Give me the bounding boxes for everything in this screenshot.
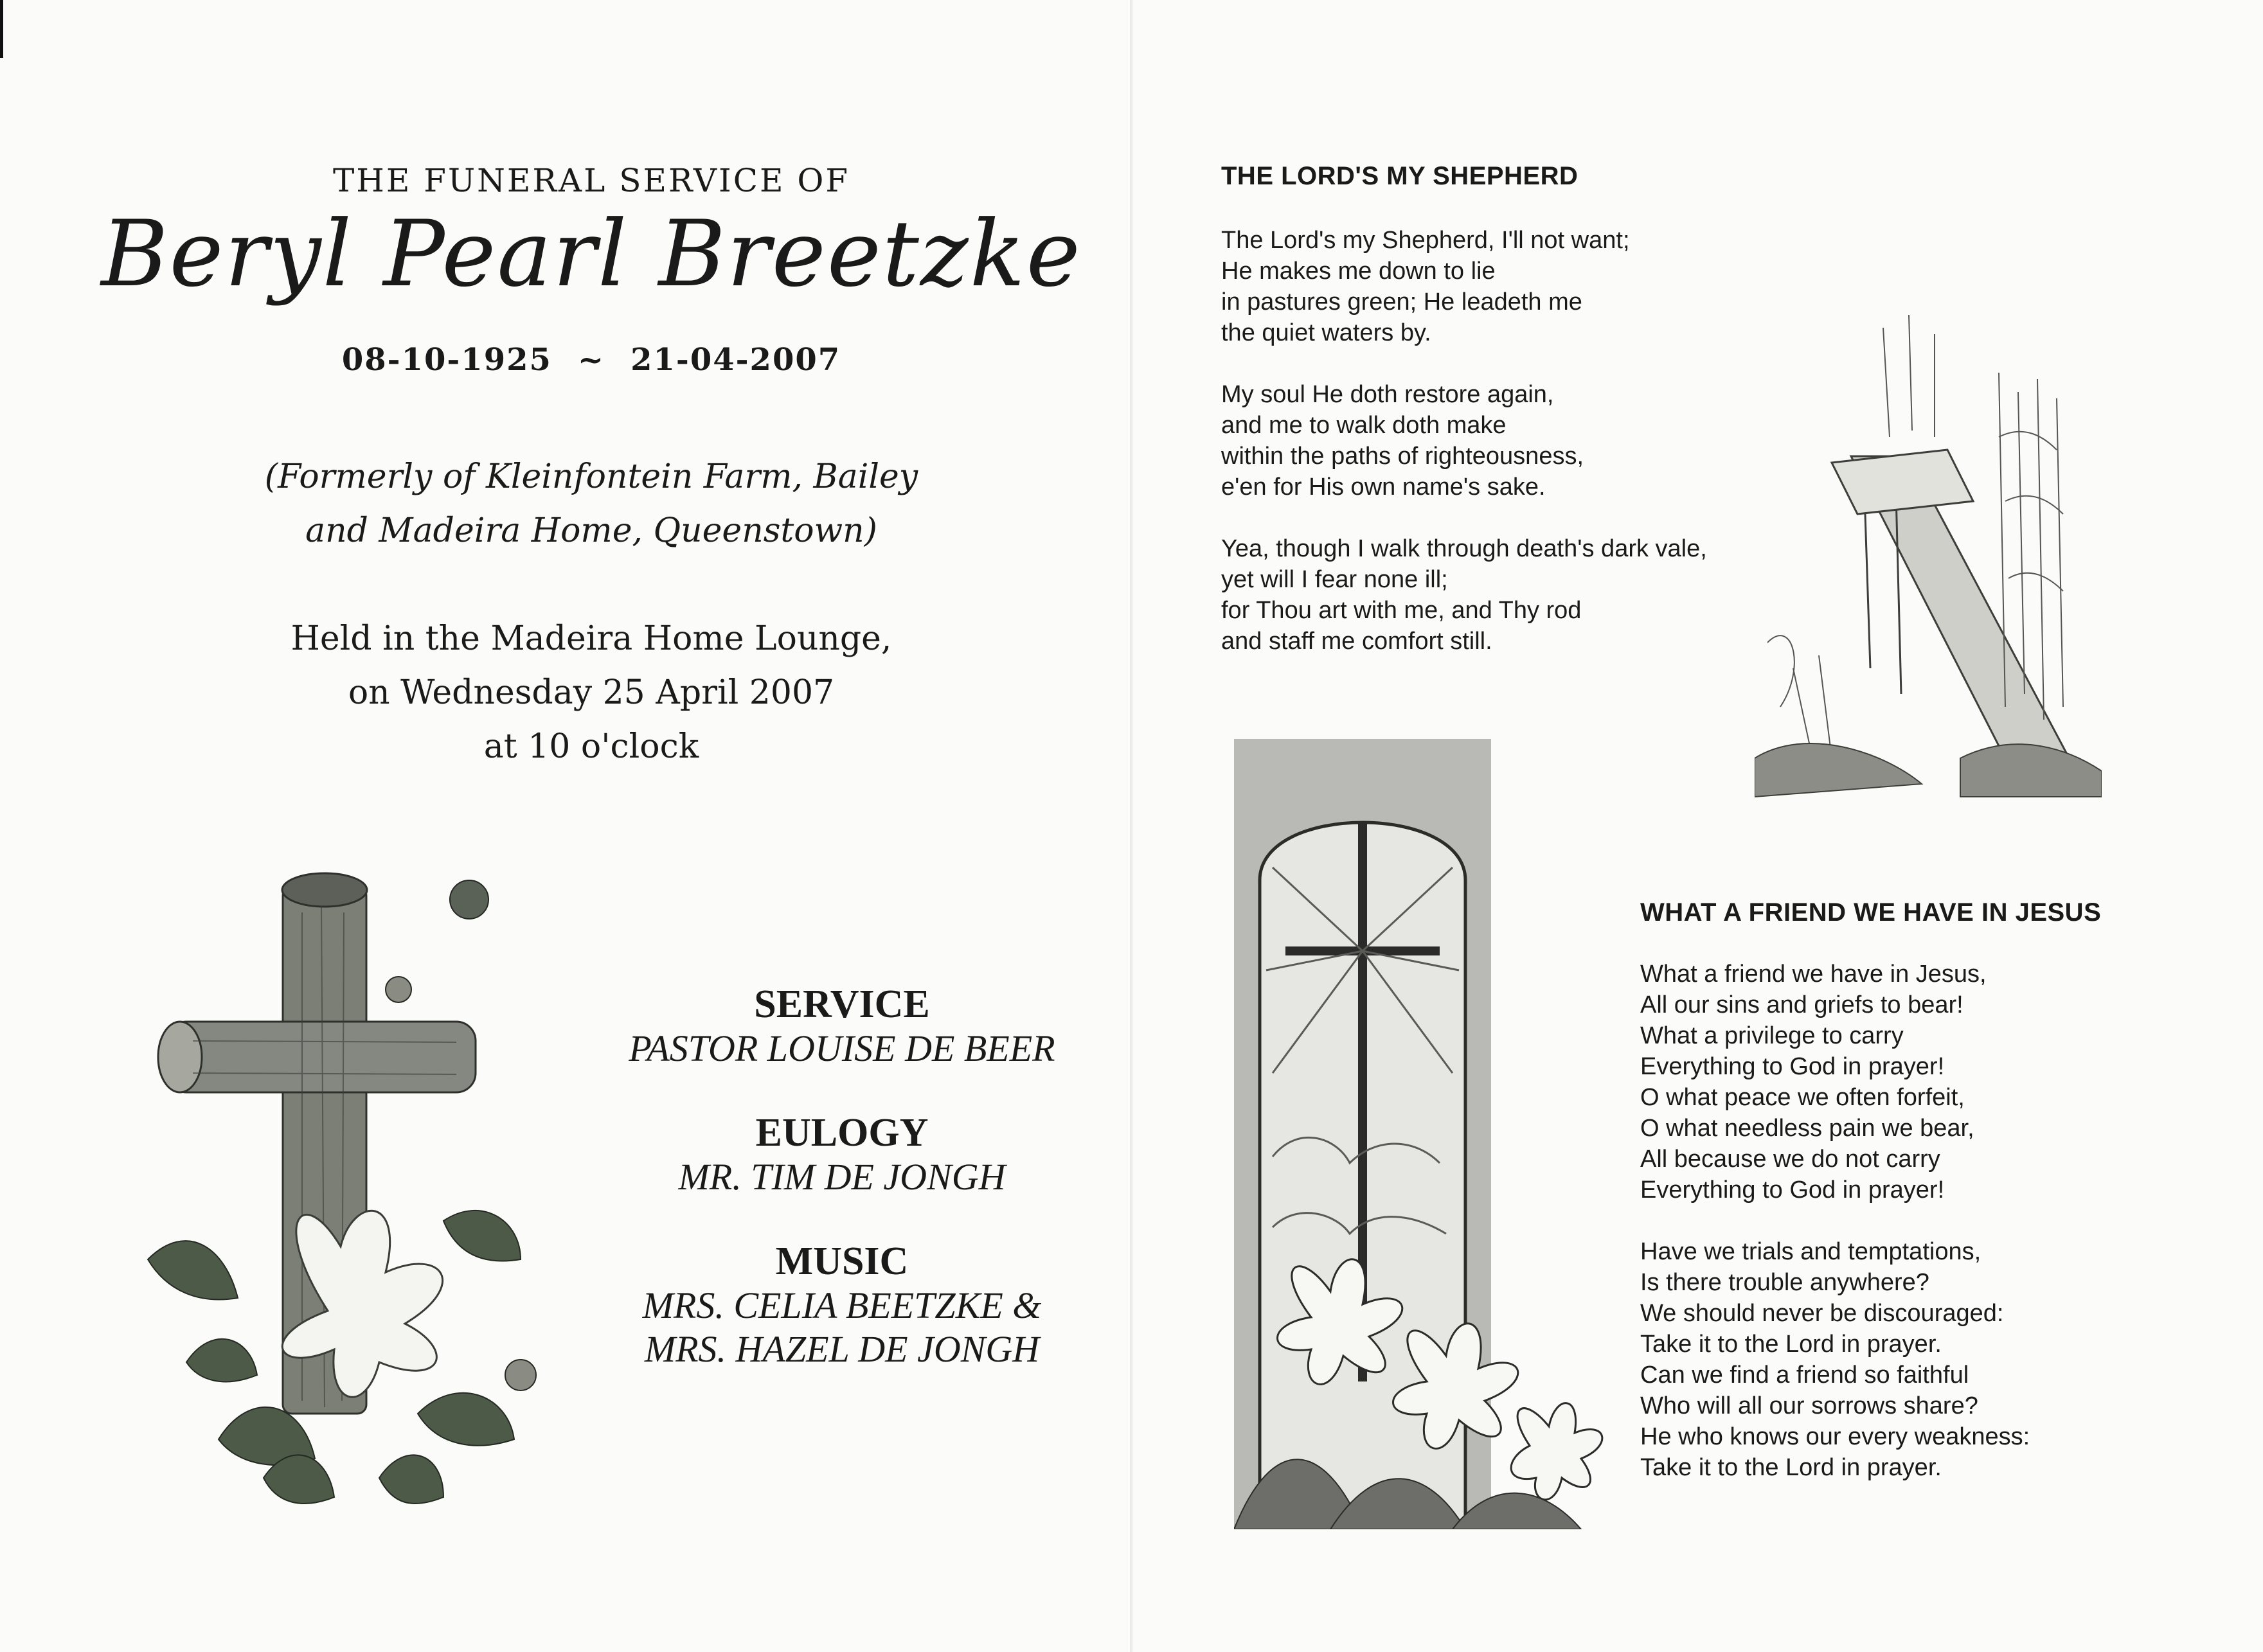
death-date: 21-04-2007 (631, 342, 841, 378)
service-roles (598, 982, 1086, 1411)
hymn-line: Can we find a friend so faithful (1640, 1362, 1969, 1389)
birth-date: 08-10-1925 (341, 342, 552, 378)
hymn-line: Who will all our sorrows share? (1640, 1392, 1978, 1419)
service-heading: THE FUNERAL SERVICE OF (332, 162, 850, 199)
held-line: on Wednesday 25 April 2007 (348, 673, 835, 712)
hymn-stanza (1221, 379, 1707, 502)
date-separator: ~ (577, 342, 605, 378)
hymn1-title: THE LORD'S MY SHEPHERD (1221, 162, 1579, 190)
role-music (598, 1239, 1086, 1371)
hymn-line: He who knows our every weakness: (1640, 1423, 2030, 1450)
role-title: SERVICE (754, 982, 930, 1026)
cross-with-lilies-illustration (109, 861, 585, 1555)
hymn-line: in pastures green; He leadeth me (1221, 289, 1582, 315)
hymn-line: Have we trials and temptations, (1640, 1238, 1981, 1265)
role-title: EULOGY (755, 1111, 929, 1155)
hymn-line: Everything to God in prayer! (1640, 1053, 1945, 1080)
formerly-line: and Madeira Home, Queenstown) (305, 511, 877, 550)
hymn-line: for Thou art with me, and Thy rod (1221, 597, 1582, 624)
role-person: MRS. HAZEL DE JONGH (644, 1328, 1040, 1370)
life-dates (0, 342, 1183, 378)
hymn-line: The Lord's my Shepherd, I'll not want; (1221, 227, 1630, 254)
hymn-line: Yea, though I walk through death's dark vale, (1221, 535, 1707, 562)
garden-path-illustration (1755, 308, 2102, 810)
hymn-line: Take it to the Lord in prayer. (1640, 1454, 1942, 1481)
formerly-residence (0, 450, 1183, 558)
hymn1-body (1221, 225, 1707, 688)
hymn-line: My soul He doth restore again, (1221, 381, 1554, 408)
hymn-line: What a privilege to carry (1640, 1022, 1904, 1049)
formerly-line: (Formerly of Kleinfontein Farm, Bailey (264, 457, 918, 496)
hymn2-body (1640, 959, 2030, 1514)
held-line: Held in the Madeira Home Lounge, (291, 619, 892, 658)
role-person: MRS. CELIA BEETZKE & (642, 1284, 1042, 1326)
hymn-stanza (1221, 533, 1707, 657)
hymn-line: Everything to God in prayer! (1640, 1177, 1945, 1203)
hymn-line: Take it to the Lord in prayer. (1640, 1331, 1942, 1358)
role-title: MUSIC (775, 1239, 909, 1283)
held-line: at 10 o'clock (483, 727, 699, 766)
hymn-line: All because we do not carry (1640, 1146, 1940, 1173)
role-person: PASTOR LOUISE DE BEER (629, 1027, 1055, 1069)
hymn-stanza (1221, 225, 1707, 348)
hymn-stanza (1640, 1236, 2030, 1483)
hymn-line: We should never be discouraged: (1640, 1300, 2004, 1327)
hymn-line: O what peace we often forfeit, (1640, 1084, 1965, 1111)
hymn-line: Is there trouble anywhere? (1640, 1269, 1929, 1296)
hymn2-title: WHAT A FRIEND WE HAVE IN JESUS (1640, 898, 2102, 927)
service-location-time (0, 612, 1183, 774)
hymn-line: He makes me down to lie (1221, 258, 1496, 285)
deceased-name: Beryl Pearl Breetzke (101, 201, 1082, 307)
hymn-line: yet will I fear none ill; (1221, 566, 1448, 593)
hymn-line: within the paths of righteousness, (1221, 443, 1584, 470)
role-eulogy (598, 1110, 1086, 1199)
role-service (598, 982, 1086, 1070)
hymn-line: the quiet waters by. (1221, 319, 1431, 346)
scan-edge-mark (0, 0, 3, 58)
role-person: MR. TIM DE JONGH (678, 1156, 1006, 1198)
hymn-line: What a friend we have in Jesus, (1640, 961, 1987, 988)
hymn-line: and staff me comfort still. (1221, 628, 1492, 655)
hymn-stanza (1640, 959, 2030, 1205)
hymn-line: and me to walk doth make (1221, 412, 1507, 439)
stained-glass-window-with-lilies-illustration (1234, 739, 1632, 1529)
hymn-line: O what needless pain we bear, (1640, 1115, 1974, 1142)
hymn-line: e'en for His own name's sake. (1221, 474, 1546, 501)
hymn-line: All our sins and griefs to bear! (1640, 991, 1963, 1018)
